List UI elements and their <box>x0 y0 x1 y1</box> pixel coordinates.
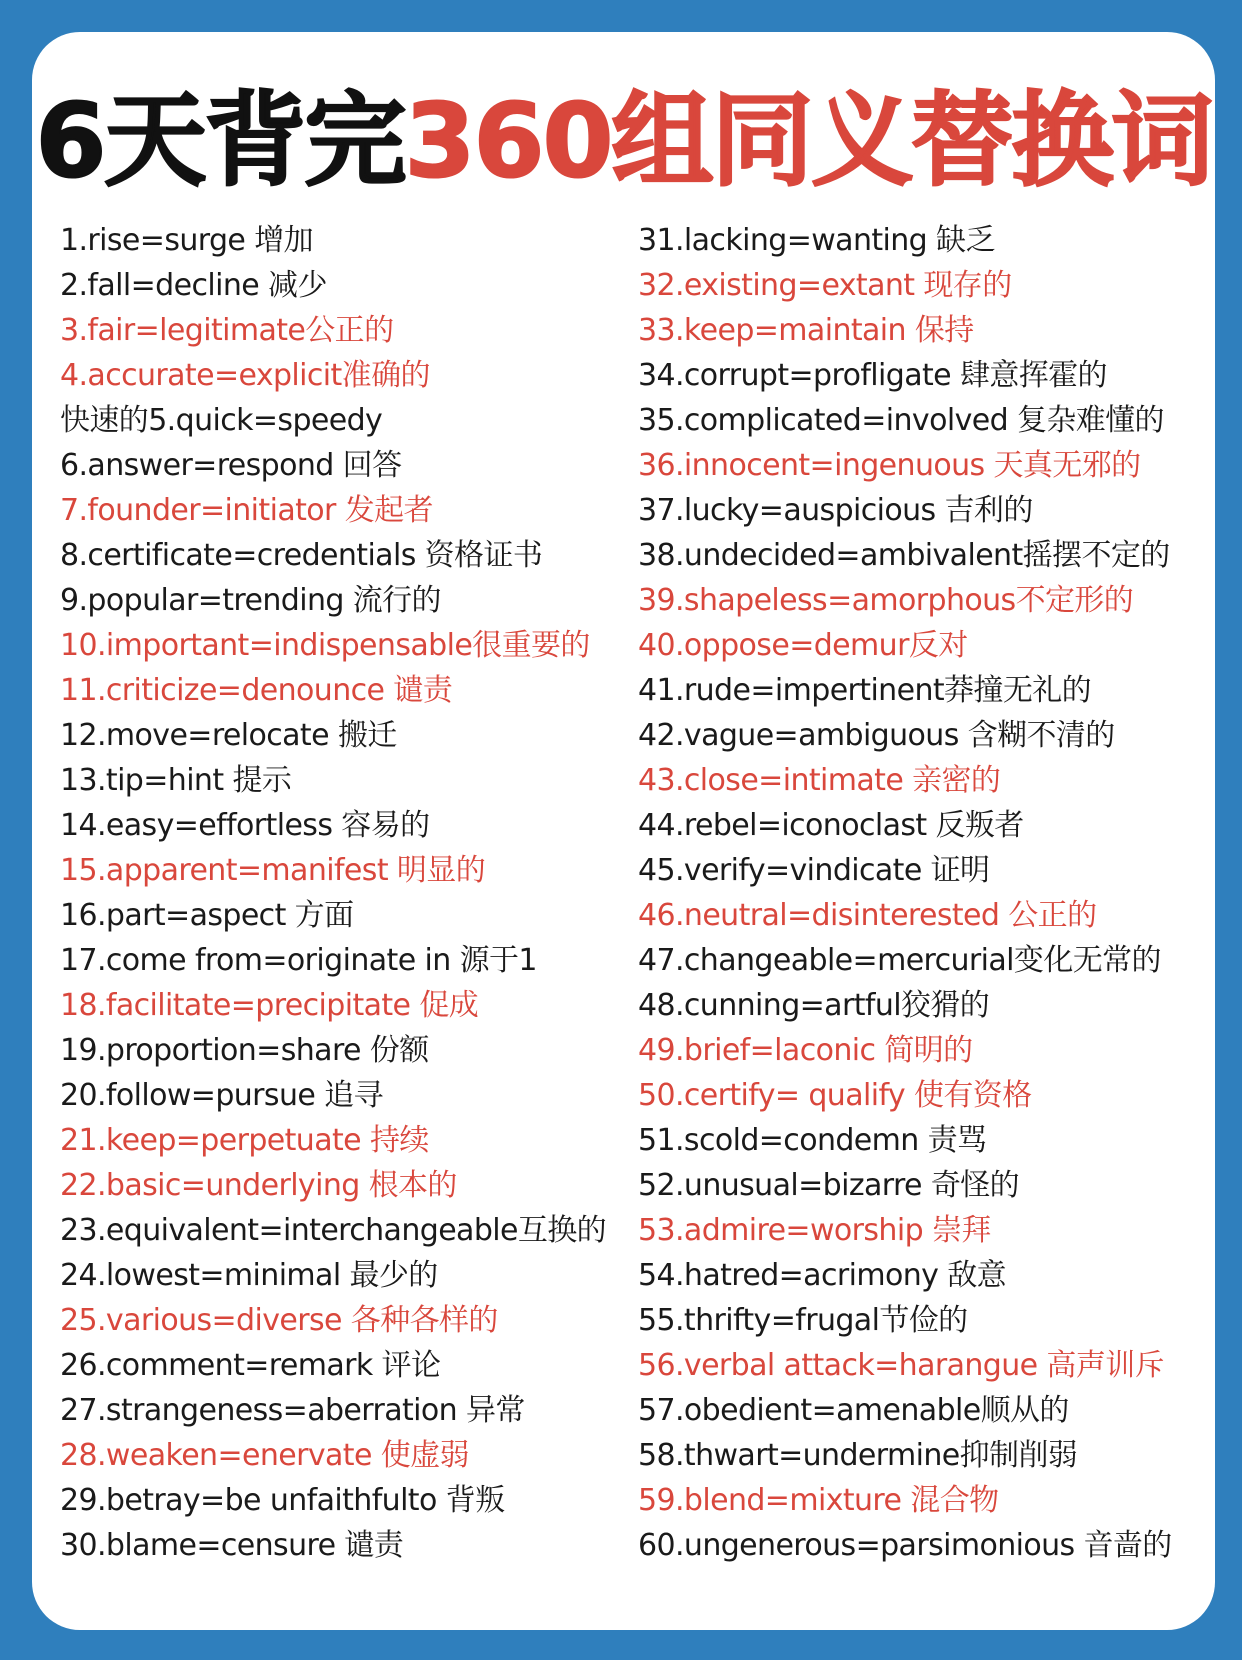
word-pair-entry: 46.neutral=disinterested 公正的 <box>638 898 1097 933</box>
word-pair-entry: 12.move=relocate 搬迁 <box>60 718 397 753</box>
word-pair-entry: 19.proportion=share 份额 <box>60 1033 429 1068</box>
word-pair-entry: 42.vague=ambiguous 含糊不清的 <box>638 718 1115 753</box>
word-pair-entry: 49.brief=laconic 简明的 <box>638 1033 973 1068</box>
word-pair-entry: 44.rebel=iconoclast 反叛者 <box>638 808 1024 843</box>
word-pair-entry: 25.various=diverse 各种各样的 <box>60 1303 498 1338</box>
title-red-part: 360组同义替换词 <box>404 82 1212 201</box>
word-pair-entry: 43.close=intimate 亲密的 <box>638 763 1001 798</box>
word-pair-entry: 31.lacking=wanting 缺乏 <box>638 223 995 258</box>
word-pair-entry: 7.founder=initiator 发起者 <box>60 493 433 528</box>
word-pair-entry: 23.equivalent=interchangeable互换的 <box>60 1213 607 1248</box>
word-pair-entry: 27.strangeness=aberration 异常 <box>60 1393 525 1428</box>
word-pair-entry: 28.weaken=enervate 使虚弱 <box>60 1438 469 1473</box>
word-pair-entry: 1.rise=surge 增加 <box>60 223 314 258</box>
word-pair-entry: 9.popular=trending 流行的 <box>60 583 441 618</box>
word-pair-entry: 快速的5.quick=speedy <box>60 403 383 438</box>
word-pair-entry: 13.tip=hint 提示 <box>60 763 292 798</box>
word-pair-entry: 24.lowest=minimal 最少的 <box>60 1258 438 1293</box>
right-word-list <box>638 218 1208 1568</box>
word-pair-entry: 2.fall=decline 减少 <box>60 268 327 303</box>
word-pair-entry: 48.cunning=artful狡猾的 <box>638 988 990 1023</box>
word-pair-entry: 26.comment=remark 评论 <box>60 1348 441 1383</box>
word-pair-entry: 54.hatred=acrimony 敌意 <box>638 1258 1007 1293</box>
word-pair-entry: 33.keep=maintain 保持 <box>638 313 974 348</box>
word-pair-entry: 41.rude=impertinent莽撞无礼的 <box>638 673 1092 708</box>
word-pair-entry: 45.verify=vindicate 证明 <box>638 853 990 888</box>
word-pair-entry: 50.certify= qualify 使有资格 <box>638 1078 1032 1113</box>
word-pair-entry: 37.lucky=auspicious 吉利的 <box>638 493 1033 528</box>
word-pair-entry: 35.complicated=involved 复杂难懂的 <box>638 403 1164 438</box>
word-pair-entry: 15.apparent=manifest 明显的 <box>60 853 486 888</box>
word-pair-entry: 11.criticize=denounce 谴责 <box>60 673 453 708</box>
word-pair-entry: 29.betray=be unfaithfulto 背叛 <box>60 1483 505 1518</box>
left-word-list <box>60 218 635 1568</box>
word-pair-entry: 34.corrupt=profligate 肆意挥霍的 <box>638 358 1107 393</box>
word-pair-entry: 36.innocent=ingenuous 天真无邪的 <box>638 448 1141 483</box>
word-pair-entry: 6.answer=respond 回答 <box>60 448 402 483</box>
word-pair-entry: 58.thwart=undermine抑制削弱 <box>638 1438 1078 1473</box>
word-pair-entry: 21.keep=perpetuate 持续 <box>60 1123 429 1158</box>
word-pair-entry: 40.oppose=demur反对 <box>638 628 968 663</box>
word-pair-entry: 47.changeable=mercurial变化无常的 <box>638 943 1161 978</box>
vocabulary-card <box>32 32 1215 1630</box>
word-pair-entry: 51.scold=condemn 责骂 <box>638 1123 987 1158</box>
word-pair-entry: 4.accurate=explicit准确的 <box>60 358 430 393</box>
title-black-part: 6天背完 <box>35 82 405 201</box>
word-pair-entry: 14.easy=effortless 容易的 <box>60 808 430 843</box>
word-pair-entry: 17.come from=originate in 源于1 <box>60 943 537 978</box>
page-title <box>32 72 1215 212</box>
word-pair-entry: 57.obedient=amenable顺从的 <box>638 1393 1069 1428</box>
word-pair-entry: 52.unusual=bizarre 奇怪的 <box>638 1168 1020 1203</box>
word-pair-entry: 59.blend=mixture 混合物 <box>638 1483 999 1518</box>
word-pair-entry: 18.facilitate=precipitate 促成 <box>60 988 479 1023</box>
word-pair-entry: 8.certificate=credentials 资格证书 <box>60 538 543 573</box>
word-pair-entry: 32.existing=extant 现存的 <box>638 268 1012 303</box>
word-pair-entry: 38.undecided=ambivalent摇摆不定的 <box>638 538 1170 573</box>
word-pair-entry: 22.basic=underlying 根本的 <box>60 1168 457 1203</box>
word-pair-entry: 53.admire=worship 崇拜 <box>638 1213 991 1248</box>
word-pair-entry: 30.blame=censure 谴责 <box>60 1528 404 1563</box>
word-pair-entry: 56.verbal attack=harangue 高声训斥 <box>638 1348 1165 1383</box>
word-pair-entry: 20.follow=pursue 追寻 <box>60 1078 383 1113</box>
word-pair-entry: 55.thrifty=frugal节俭的 <box>638 1303 968 1338</box>
word-pair-entry: 10.important=indispensable很重要的 <box>60 628 590 663</box>
word-pair-entry: 16.part=aspect 方面 <box>60 898 354 933</box>
word-pair-entry: 3.fair=legitimate公正的 <box>60 313 394 348</box>
word-pair-entry: 39.shapeless=amorphous不定形的 <box>638 583 1134 618</box>
word-pair-entry: 60.ungenerous=parsimonious 音啬的 <box>638 1528 1172 1563</box>
